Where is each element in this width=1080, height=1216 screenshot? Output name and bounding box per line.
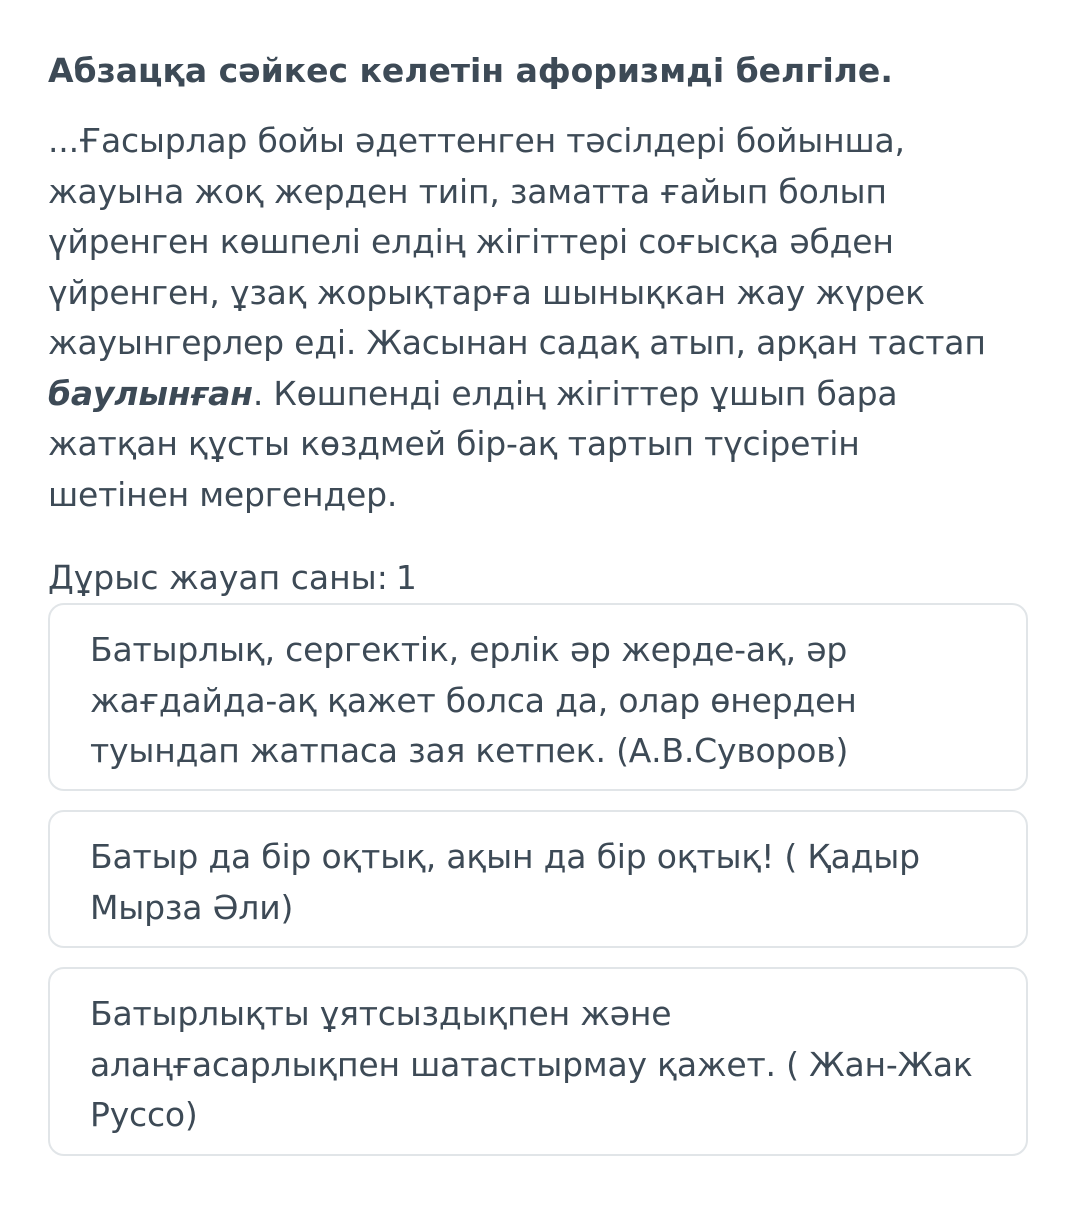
option-line: туындап жатпаса зая кетпек. (А.В.Суворов) bbox=[90, 731, 849, 770]
answer-option-text bbox=[90, 989, 973, 1141]
option-line: Батырлық, сергектік, ерлік әр жерде-ақ, әр bbox=[90, 630, 848, 669]
reading-passage bbox=[48, 116, 1048, 520]
answer-option-2[interactable] bbox=[48, 810, 1028, 948]
option-line: Батырлықты ұятсыздықпен және bbox=[90, 994, 672, 1033]
answer-count-value: 1 bbox=[395, 558, 417, 597]
passage-line: жауынгерлер еді. Жасынан садақ атып, арқан тастап bbox=[48, 323, 986, 362]
passage-line: шетінен мергендер. bbox=[48, 474, 398, 514]
emphasized-word: баулынған bbox=[48, 373, 253, 413]
passage-line: жауына жоқ жерден тиіп, заматта ғайып болып bbox=[48, 171, 887, 211]
passage-line: үйренген, ұзақ жорықтарға шынықкан жау жүрек bbox=[48, 272, 925, 312]
passage-line: үйренген көшпелі елдің жігіттері соғысқа әбден bbox=[48, 222, 894, 261]
correct-answer-count bbox=[48, 553, 417, 603]
answer-option-text bbox=[90, 832, 920, 933]
answer-count-label: Дұрыс жауап саны: bbox=[48, 558, 388, 597]
option-line: жағдайда-ақ қажет болса да, олар өнерден bbox=[90, 680, 857, 720]
passage-line bbox=[48, 369, 1048, 420]
option-line: Руссо) bbox=[90, 1095, 198, 1134]
option-line: Мырза Әли) bbox=[90, 887, 294, 927]
passage-line: ...Ғасырлар бойы әдеттенген тәсілдері бойынша, bbox=[48, 121, 905, 160]
answer-option-1[interactable] bbox=[48, 603, 1028, 791]
option-line: алаңғасарлықпен шатастырмау қажет. ( Жан-Жак bbox=[90, 1044, 973, 1084]
answer-option-text bbox=[90, 625, 857, 777]
passage-line-rest: . Көшпенді елдің жігіттер ұшып бара bbox=[252, 373, 898, 413]
passage-line: жатқан құсты көздмей бір-ақ тартып түсіретін bbox=[48, 424, 860, 463]
option-line: Батыр да бір оқтық, ақын да бір оқтық! ( Қадыр bbox=[90, 837, 920, 876]
question-title: Абзацқа сәйкес келетін афоризмді белгіле. bbox=[48, 51, 893, 90]
answer-option-3[interactable] bbox=[48, 967, 1028, 1156]
